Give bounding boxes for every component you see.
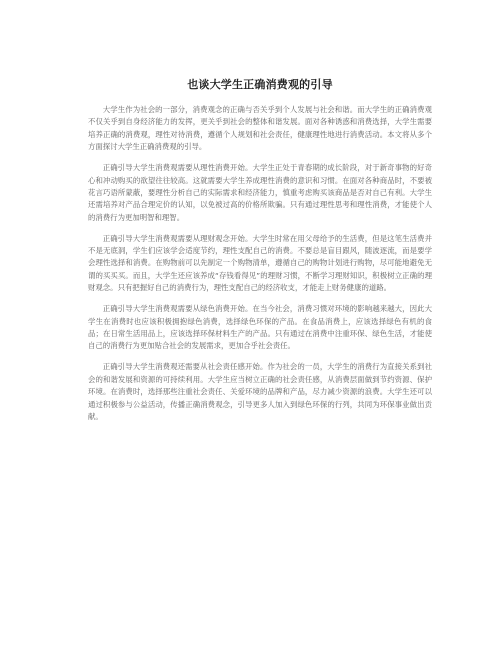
paragraph-2: 正确引导大学生消费观需要从理性消费开始。大学生正处于青春期的成长阶段，对于新奇事物的好奇心和冲动购买的欲望往往较高。这就需要大学生养成理性消费的意识和习惯。在面对各种商品时，不要被花言巧语所蒙蔽，要理性分析自己的实际需求和经济能力，慎重考虑购买该商品是否对自己有利。大学生还需培养对产品合理定价的认知，以免被过高的价格所欺骗。只有通过理性思考和理性消费，才能使个人的消费行为更加明智和理智。 [88, 163, 432, 222]
paragraph-4: 正确引导大学生消费观需要从绿色消费开始。在当今社会，消费习惯对环境的影响越来越大，因此大学生在消费时也应该积极拥抱绿色消费，选择绿色环保的产品。在食品消费上，应该选择绿色有机的食品；在日常生活用品上，应该选择环保材料生产的产品。只有通过在消费中注重环保、绿色生活，才能使自己的消费行为更加贴合社会的发展需求，更加合乎社会责任。 [88, 304, 432, 351]
paragraph-3: 正确引导大学生消费观需要从理财观念开始。大学生时常在用父母给予的生活费，但是这笔生活费并不是无底洞，学生们应该学会适度节约，理性支配自己的消费。不要总是盲目跟风，随波逐流，而是要学会理性选择和消费。在购物前可以先制定一个购物清单，遵循自己的购物计划进行购物，尽可能地避免无谓的买买买。而且，大学生还应该养成“存钱看得见”的理财习惯，不断学习理财知识，积极树立正确的理财观念。只有把握好自己的消费行为，理性支配自己的经济收支，才能走上财务健康的道路。 [88, 233, 432, 293]
paragraph-1: 大学生作为社会的一部分，消费观念的正确与否关乎到个人发展与社会和谐。而大学生的正确消费观不仅关乎到自身经济能力的发挥，更关乎到社会的整体和谐发展。面对各种诱惑和消费选择，大学生需要培养正确的消费观，理性对待消费，遵循个人规划和社会责任，健康理性地进行消费活动。本文将从多个方面探讨大学生正确消费观的引导。 [88, 105, 432, 152]
paragraph-5: 正确引导大学生消费观还需要从社会责任感开始。作为社会的一员，大学生的消费行为直接关系到社会的和谐发展和资源的可持续利用。大学生应当树立正确的社会责任感，从消费层面做到节约资源、保护环境。在消费时，选择那些注重社会责任、关爱环境的品牌和产品，尽力减少资源的浪费。大学生还可以通过积极参与公益活动，传播正确消费观念，引导更多人加入到绿色环保的行列，共同为环保事业做出贡献。 [88, 362, 432, 421]
document-title: 也谈大学生正确消费观的引导 [187, 78, 333, 91]
